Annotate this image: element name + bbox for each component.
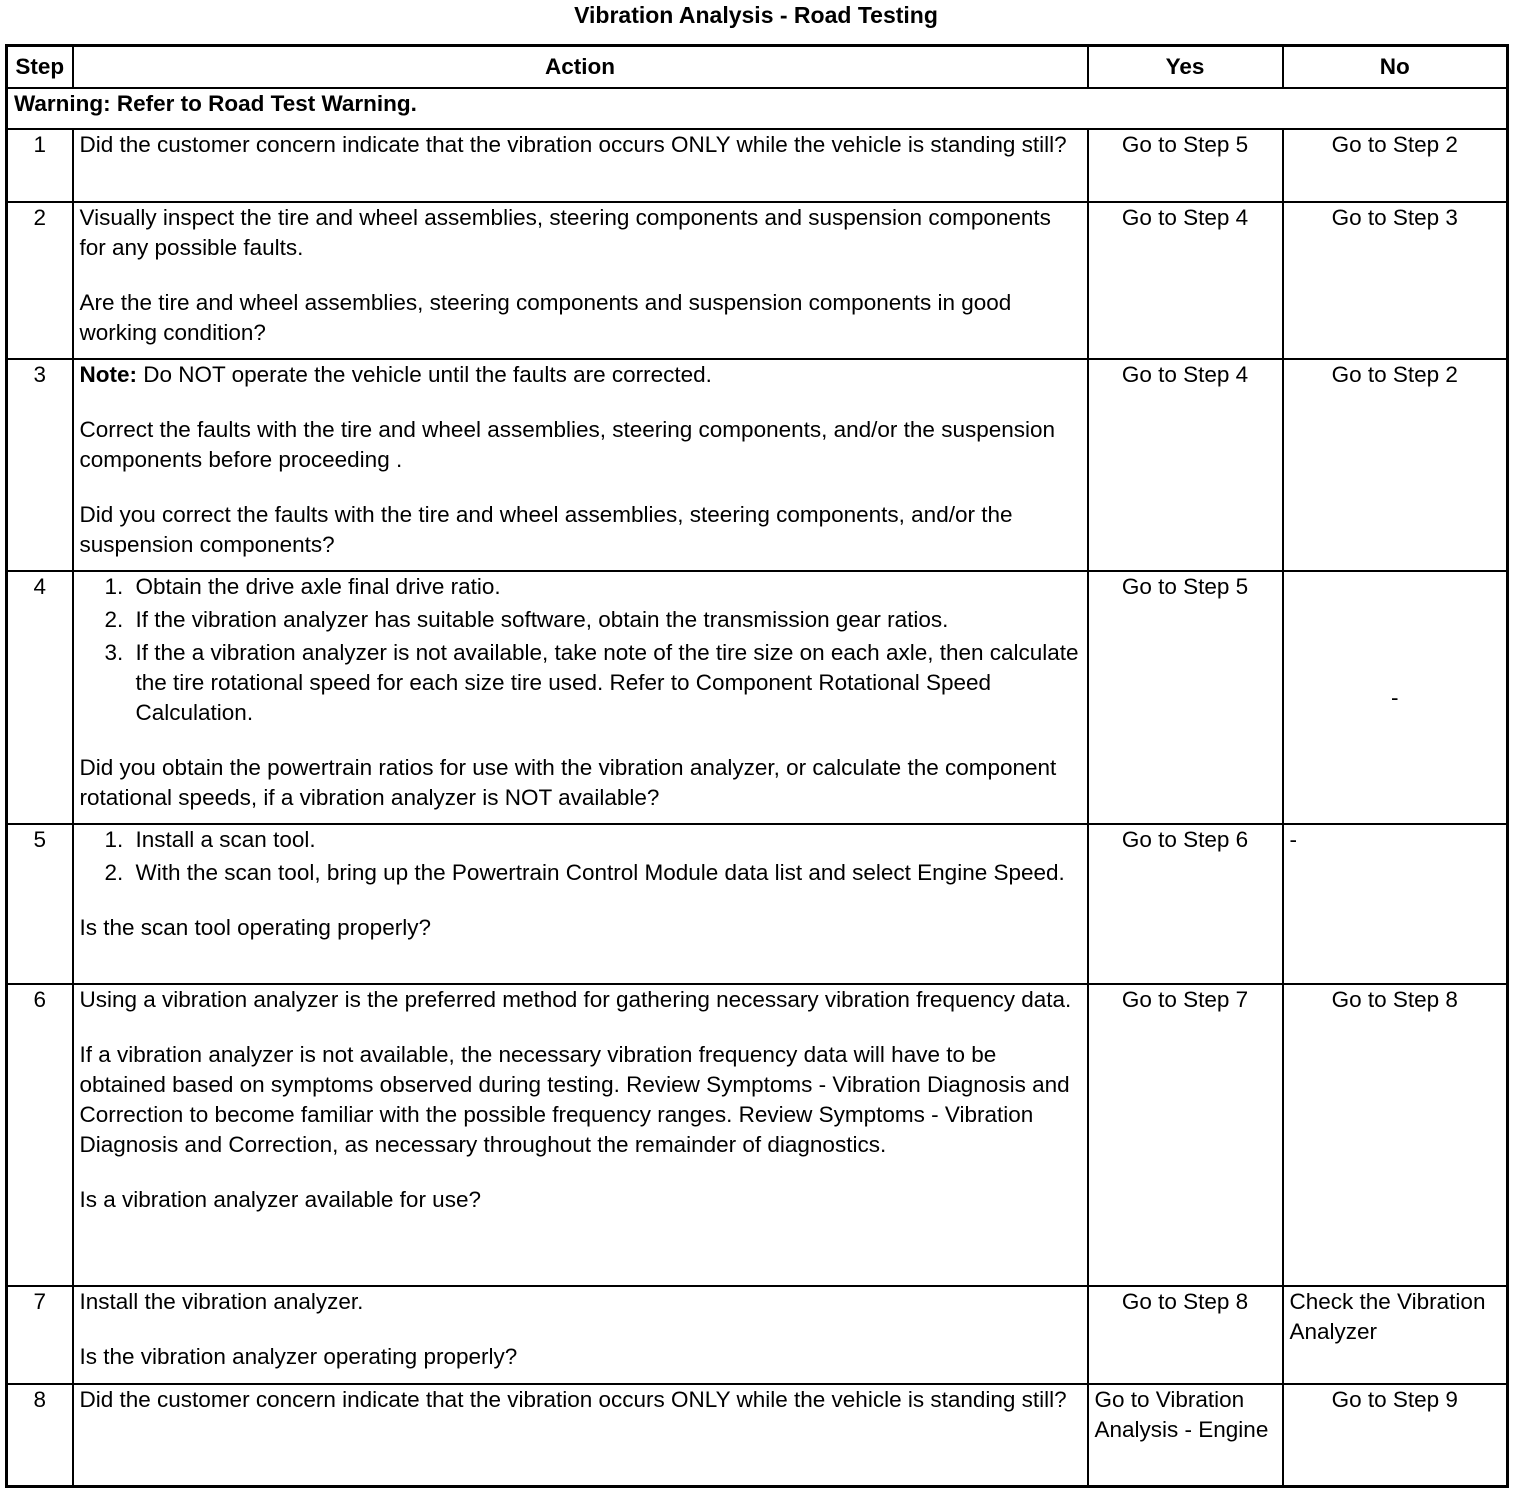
table-row xyxy=(7,359,1508,571)
table-row xyxy=(7,571,1508,824)
step-action xyxy=(73,571,1088,824)
action-question: Did you correct the faults with the tire and wheel assemblies, steering components, and/or the suspension components? xyxy=(79,502,1013,557)
table-row xyxy=(7,1286,1508,1384)
action-question: Is the scan tool operating properly? xyxy=(79,915,431,940)
yes-result: Go to Step 7 xyxy=(1088,984,1283,1286)
yes-result: Go to Step 6 xyxy=(1088,824,1283,984)
action-text: Did the customer concern indicate that the vibration occurs ONLY while the vehicle is standing still? xyxy=(79,132,1067,157)
action-question: Did the customer concern indicate that the vibration occurs ONLY while the vehicle is standing still? xyxy=(79,1387,1067,1412)
action-question: Are the tire and wheel assemblies, steering components and suspension components in good working condition? xyxy=(79,290,1012,345)
action-list xyxy=(80,825,1081,888)
step-action xyxy=(73,202,1088,359)
no-result: Go to Step 8 xyxy=(1283,984,1508,1286)
list-item: 1. Obtain the drive axle final drive ratio. xyxy=(130,572,1081,602)
action-question: Is a vibration analyzer available for use? xyxy=(79,1187,481,1212)
step-action xyxy=(73,1286,1088,1384)
no-result: Check the Vibration Analyzer xyxy=(1283,1286,1508,1384)
action-text: Using a vibration analyzer is the preferred method for gathering necessary vibration frequency data. xyxy=(79,987,1072,1012)
step-number: 4 xyxy=(7,571,73,824)
list-item: 1. Install a scan tool. xyxy=(130,825,1081,855)
yes-result: Go to Step 5 xyxy=(1088,129,1283,202)
step-number: 8 xyxy=(7,1384,73,1486)
table-row xyxy=(7,824,1508,984)
table-row xyxy=(7,202,1508,359)
action-question: Did you obtain the powertrain ratios for use with the vibration analyzer, or calculate the component rotational speeds, if a vibration analyzer is NOT available? xyxy=(79,755,1057,810)
warning-row xyxy=(7,88,1508,129)
header-yes: Yes xyxy=(1088,46,1283,89)
yes-result: Go to Step 8 xyxy=(1088,1286,1283,1384)
list-item: 2. If the vibration analyzer has suitable software, obtain the transmission gear ratios. xyxy=(130,605,1081,635)
step-number: 6 xyxy=(7,984,73,1286)
no-result: Go to Step 2 xyxy=(1283,129,1508,202)
diagnostic-table xyxy=(5,44,1509,1488)
step-action xyxy=(73,1384,1088,1486)
note xyxy=(80,360,1081,390)
note-text: Do NOT operate the vehicle until the faults are corrected. xyxy=(137,362,712,387)
page-title: Vibration Analysis - Road Testing xyxy=(574,2,938,28)
header-row xyxy=(7,46,1508,89)
no-result: Go to Step 3 xyxy=(1283,202,1508,359)
table-row xyxy=(7,1384,1508,1486)
no-result: Go to Step 9 xyxy=(1283,1384,1508,1486)
step-action xyxy=(73,359,1088,571)
step-action xyxy=(73,129,1088,202)
action-question: Is the vibration analyzer operating properly? xyxy=(79,1344,518,1369)
yes-result: Go to Step 4 xyxy=(1088,359,1283,571)
no-result: - xyxy=(1283,571,1508,824)
action-text: Visually inspect the tire and wheel assemblies, steering components and suspension components for any possible faults. xyxy=(79,205,1051,260)
list-item: 3. If the a vibration analyzer is not available, take note of the tire size on each axle, then calculate the tire rotational speed for each size tire used. Refer to Component Rotational Speed Calculation. xyxy=(130,638,1081,728)
no-result: - xyxy=(1283,824,1508,984)
table-row xyxy=(7,984,1508,1286)
step-action xyxy=(73,984,1088,1286)
step-number: 1 xyxy=(7,129,73,202)
note-label: Note: xyxy=(79,362,137,387)
list-item: 2. With the scan tool, bring up the Powertrain Control Module data list and select Engine Speed. xyxy=(130,858,1081,888)
header-step: Step xyxy=(7,46,73,89)
step-number: 3 xyxy=(7,359,73,571)
table-row xyxy=(7,129,1508,202)
step-number: 2 xyxy=(7,202,73,359)
yes-result: Go to Step 5 xyxy=(1088,571,1283,824)
yes-result: Go to Step 4 xyxy=(1088,202,1283,359)
action-text: Install the vibration analyzer. xyxy=(79,1289,364,1314)
header-no: No xyxy=(1283,46,1508,89)
step-action xyxy=(73,824,1088,984)
action-text: If a vibration analyzer is not available, the necessary vibration frequency data will have to be obtained based on symptoms observed during testing. Review Symptoms - Vibration Diagnosis and Correction to become familiar with the possible frequency ranges. Review Symptoms - Vibration Diagnosis and Correction, as necessary throughout the remainder of diagnostics. xyxy=(79,1042,1070,1157)
road-test-warning: Warning: Refer to Road Test Warning. xyxy=(7,88,1508,129)
header-action: Action xyxy=(73,46,1088,89)
yes-result: Go to Vibration Analysis - Engine xyxy=(1088,1384,1283,1486)
action-list xyxy=(80,572,1081,728)
step-number: 7 xyxy=(7,1286,73,1384)
step-number: 5 xyxy=(7,824,73,984)
no-result: Go to Step 2 xyxy=(1283,359,1508,571)
action-text: Correct the faults with the tire and wheel assemblies, steering components, and/or the suspension components before proceeding . xyxy=(79,417,1056,472)
